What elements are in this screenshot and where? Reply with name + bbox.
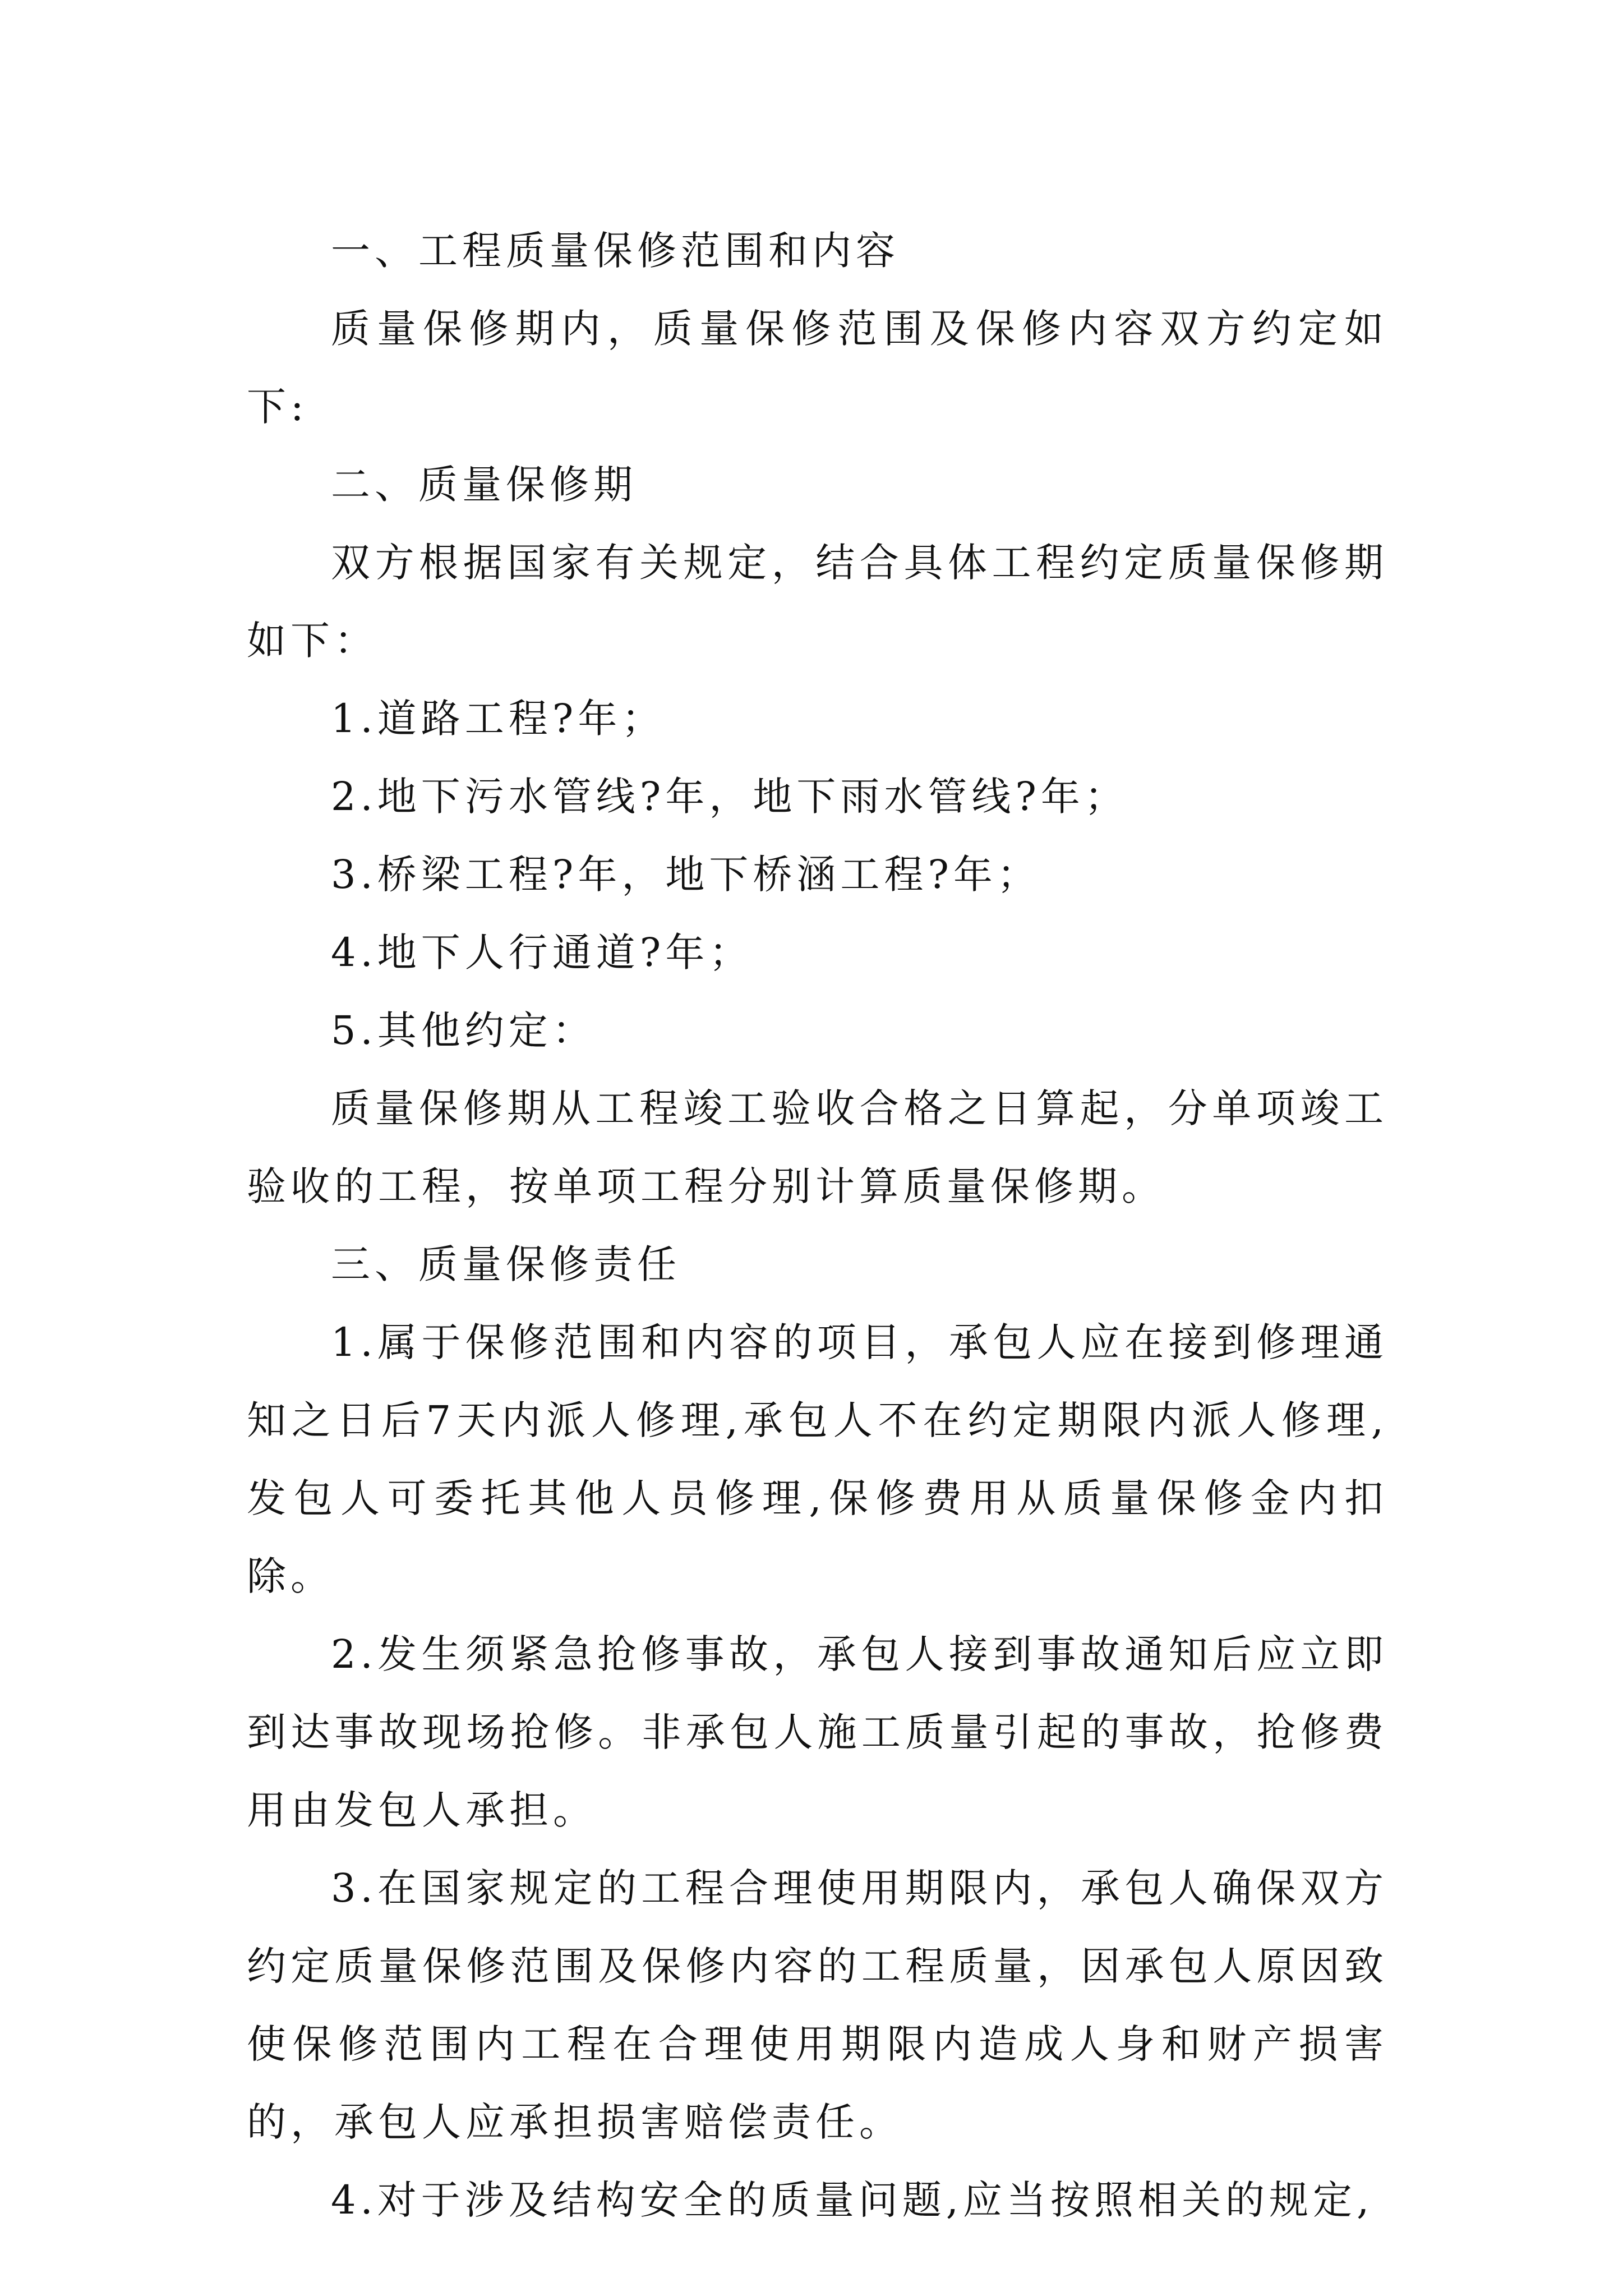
- paragraph-scope-agreement: 质量保修期内，质量保修范围及保修内容双方约定如下:: [247, 306, 1388, 430]
- section-heading-warranty-responsibility: 三、质量保修责任: [331, 1241, 681, 1287]
- list-item-bridges: 3.桥梁工程?年，地下桥涵工程?年；: [331, 852, 1041, 898]
- clause-reasonable-service-life: 3.在国家规定的工程合理使用期限内，承包人确保双方约定质量保修范围及保修内容的工程质量，因承包人原因致使保修范围内工程在合理使用期限内造成人身和财产损害的，承包人应承担损害赔偿责任。: [247, 1865, 1388, 2145]
- clause-emergency-repair: 2.发生须紧急抢修事故，承包人接到事故通知后应立即到达事故现场抢修。非承包人施工质量引起的事故，抢修费用由发包人承担。: [247, 1631, 1388, 1833]
- paragraph-period-start: 质量保修期从工程竣工验收合格之日算起，分单项竣工验收的工程，按单项工程分别计算质量保修期。: [247, 1085, 1388, 1209]
- list-item-pipelines: 2.地下污水管线?年，地下雨水管线?年；: [331, 774, 1128, 820]
- section-heading-warranty-scope: 一、工程质量保修范围和内容: [331, 228, 900, 274]
- paragraph-period-agreement: 双方根据国家有关规定，结合具体工程约定质量保修期如下：: [247, 540, 1388, 664]
- clause-structural-safety: 4.对于涉及结构安全的质量问题,应当按照相关的规定,: [331, 2177, 1374, 2223]
- list-item-road-works: 1.道路工程?年；: [331, 696, 666, 742]
- list-item-other: 5.其他约定：: [331, 1007, 596, 1053]
- list-item-pedestrian-passage: 4.地下人行通道?年；: [331, 930, 753, 976]
- document-body: [247, 212, 1388, 2239]
- section-heading-warranty-period: 二、质量保修期: [331, 462, 637, 508]
- clause-repair-notice: 1.属于保修范围和内容的项目，承包人应在接到修理通知之日后7天内派人修理,承包人不在约定期限内派人修理,发包人可委托其他人员修理,保修费用从质量保修金内扣除。: [247, 1319, 1388, 1599]
